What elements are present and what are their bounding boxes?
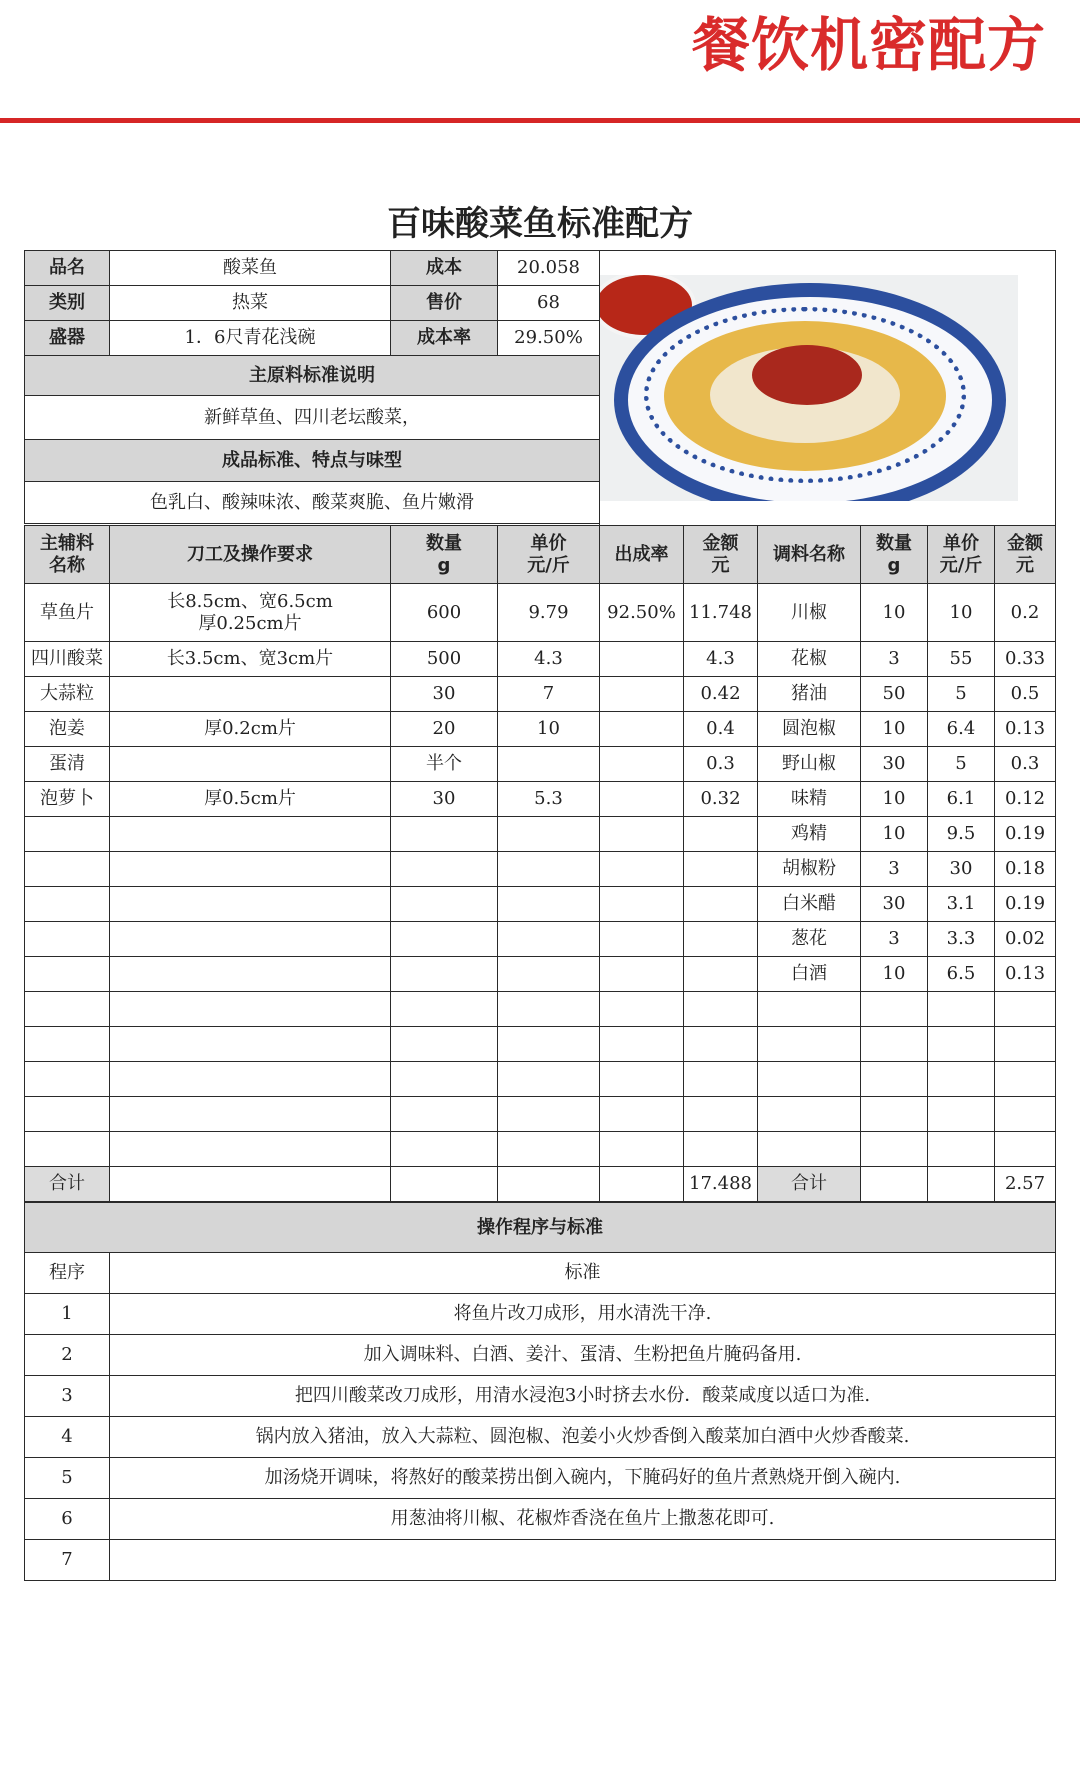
seasoning-name: 圆泡椒 [758, 712, 861, 747]
seasoning-qty [861, 1062, 928, 1097]
ingredient-amount [684, 817, 758, 852]
seasoning-unit-price [928, 1132, 995, 1167]
ingredient-unit-price [498, 922, 600, 957]
knife-spec [110, 1062, 391, 1097]
ingredient-qty: 半个 [391, 747, 498, 782]
seasoning-name [758, 992, 861, 1027]
procedure-step-number: 7 [25, 1540, 110, 1581]
ingredient-unit-price: 7 [498, 677, 600, 712]
knife-spec [110, 887, 391, 922]
dish-photo [600, 275, 1018, 501]
ingredient-name: 泡姜 [25, 712, 110, 747]
recipe-table [24, 250, 1056, 1202]
name-label: 品名 [25, 251, 110, 286]
ingredient-row [25, 584, 1056, 642]
ingredient-amount: 0.42 [684, 677, 758, 712]
ingredient-unit-price [498, 957, 600, 992]
seasoning-name: 胡椒粉 [758, 852, 861, 887]
seasoning-name: 味精 [758, 782, 861, 817]
ingredient-row [25, 782, 1056, 817]
ingredient-unit-price: 5.3 [498, 782, 600, 817]
ingredient-yield [600, 712, 684, 747]
ingredient-yield: 92.50% [600, 584, 684, 642]
ingredient-name [25, 817, 110, 852]
col-knife: 刀工及操作要求 [110, 526, 391, 584]
procedure-step-row [25, 1294, 1056, 1335]
ingredient-row [25, 887, 1056, 922]
procedure-step-row [25, 1376, 1056, 1417]
procedure-step-number: 2 [25, 1335, 110, 1376]
procedure-col-header-row [25, 1253, 1056, 1294]
ingredient-name [25, 957, 110, 992]
brand-logo-text: 餐饮机密配方 [691, 11, 1046, 79]
ingredient-unit-price [498, 852, 600, 887]
cost-rate-label: 成本率 [391, 321, 498, 356]
col-ingredient: 主辅料 名称 [25, 526, 110, 584]
ingredient-yield [600, 922, 684, 957]
seasoning-qty: 3 [861, 852, 928, 887]
ingredient-yield [600, 1097, 684, 1132]
ingredient-amount [684, 1132, 758, 1167]
ingredient-yield [600, 1062, 684, 1097]
procedure-step-text: 用葱油将川椒、花椒炸香浇在鱼片上撒葱花即可. [110, 1499, 1056, 1540]
procedure-step-row [25, 1499, 1056, 1540]
knife-spec [110, 957, 391, 992]
seasoning-amount: 0.19 [995, 817, 1056, 852]
ingredient-row [25, 1097, 1056, 1132]
cost-label: 成本 [391, 251, 498, 286]
procedure-step-number: 6 [25, 1499, 110, 1540]
ingredient-amount: 0.3 [684, 747, 758, 782]
ingredient-amount [684, 992, 758, 1027]
seasoning-amount: 0.12 [995, 782, 1056, 817]
procedure-step-row [25, 1458, 1056, 1499]
finished-heading: 成品标准、特点与味型 [25, 440, 600, 482]
col-unit-price: 单价 元/斤 [498, 526, 600, 584]
seasoning-qty [861, 1132, 928, 1167]
procedure-heading-row [25, 1203, 1056, 1253]
ingredient-name: 四川酸菜 [25, 642, 110, 677]
ingredient-yield [600, 1027, 684, 1062]
col-seasoning-qty: 数量 g [861, 526, 928, 584]
ingredient-name [25, 1062, 110, 1097]
seasoning-unit-price [928, 992, 995, 1027]
seasoning-qty [861, 992, 928, 1027]
seasoning-unit-price: 9.5 [928, 817, 995, 852]
ingredient-name: 大蒜粒 [25, 677, 110, 712]
seasoning-unit-price: 6.4 [928, 712, 995, 747]
knife-spec [110, 1097, 391, 1132]
procedure-step-number: 3 [25, 1376, 110, 1417]
price-label: 售价 [391, 286, 498, 321]
procedure-step-text: 锅内放入猪油，放入大蒜粒、圆泡椒、泡姜小火炒香倒入酸菜加白酒中火炒香酸菜. [110, 1417, 1056, 1458]
ingredient-qty [391, 1132, 498, 1167]
ingredient-yield [600, 992, 684, 1027]
knife-spec-line: 厚0.5cm片 [204, 788, 296, 809]
procedure-step-number: 5 [25, 1458, 110, 1499]
knife-spec [110, 782, 391, 817]
ingredient-yield [600, 817, 684, 852]
ingredient-amount: 0.4 [684, 712, 758, 747]
ingredient-amount [684, 957, 758, 992]
knife-spec [110, 712, 391, 747]
ingredient-row [25, 1132, 1056, 1167]
seasoning-amount: 0.13 [995, 712, 1056, 747]
knife-spec-line: 厚0.25cm片 [198, 612, 302, 634]
seasoning-name: 葱花 [758, 922, 861, 957]
procedure-heading: 操作程序与标准 [25, 1203, 1056, 1253]
knife-spec [110, 747, 391, 782]
procedure-col-step: 程序 [25, 1253, 110, 1294]
seasoning-amount: 0.19 [995, 887, 1056, 922]
knife-spec [110, 677, 391, 712]
header-divider [0, 118, 1080, 123]
ingredient-yield [600, 782, 684, 817]
ingredient-qty [391, 817, 498, 852]
seasoning-qty: 10 [861, 817, 928, 852]
knife-spec [110, 922, 391, 957]
seasoning-name: 川椒 [758, 584, 861, 642]
seasoning-name [758, 1062, 861, 1097]
seasoning-unit-price: 55 [928, 642, 995, 677]
ingredient-yield [600, 887, 684, 922]
ingredient-qty [391, 922, 498, 957]
ingredient-unit-price [498, 817, 600, 852]
ingredient-qty [391, 1062, 498, 1097]
dish-photo-cell [600, 251, 1056, 526]
ingredient-unit-price [498, 1027, 600, 1062]
ingredient-name [25, 887, 110, 922]
ingredient-qty: 30 [391, 782, 498, 817]
seasoning-name: 鸡精 [758, 817, 861, 852]
seasoning-qty: 50 [861, 677, 928, 712]
ingredient-row [25, 992, 1056, 1027]
seasoning-amount: 0.18 [995, 852, 1056, 887]
ingredient-yield [600, 642, 684, 677]
recipe-sheet [24, 250, 1056, 1581]
seasoning-qty [861, 1097, 928, 1132]
ingredient-row [25, 1062, 1056, 1097]
totals-row [25, 1167, 1056, 1202]
ingredients-header-row [25, 526, 1056, 584]
ingredient-qty: 600 [391, 584, 498, 642]
category-label: 类别 [25, 286, 110, 321]
knife-spec [110, 642, 391, 677]
ingredient-amount: 11.748 [684, 584, 758, 642]
ingredient-amount: 0.32 [684, 782, 758, 817]
seasoning-amount [995, 992, 1056, 1027]
seasoning-name: 花椒 [758, 642, 861, 677]
ingredient-unit-price: 4.3 [498, 642, 600, 677]
seasoning-amount [995, 1097, 1056, 1132]
seasoning-amount: 0.33 [995, 642, 1056, 677]
finished-text: 色乳白、酸辣味浓、酸菜爽脆、鱼片嫩滑 [25, 482, 600, 524]
ingredient-amount [684, 887, 758, 922]
ingredient-name: 草鱼片 [25, 584, 110, 642]
ingredient-name [25, 1097, 110, 1132]
ingredient-amount [684, 1027, 758, 1062]
col-seasoning-unit-price: 单价 元/斤 [928, 526, 995, 584]
ingredient-row [25, 817, 1056, 852]
ingredient-unit-price: 10 [498, 712, 600, 747]
ingredient-row [25, 957, 1056, 992]
procedure-step-number: 1 [25, 1294, 110, 1335]
knife-spec-line: 长8.5cm、宽6.5cm [167, 590, 333, 612]
page-title: 百味酸菜鱼标准配方 [387, 204, 693, 244]
ingredient-qty [391, 1027, 498, 1062]
ingredient-unit-price [498, 1062, 600, 1097]
procedure-step-text: 加入调味料、白酒、姜汁、蛋清、生粉把鱼片腌码备用. [110, 1335, 1056, 1376]
ingredient-yield [600, 677, 684, 712]
procedure-step-text: 加汤烧开调味，将熬好的酸菜捞出倒入碗内，下腌码好的鱼片煮熟烧开倒入碗内. [110, 1458, 1056, 1499]
procedure-step-text: 把四川酸菜改刀成形，用清水浸泡3小时挤去水份．酸菜咸度以适口为准. [110, 1376, 1056, 1417]
ingredient-unit-price [498, 1097, 600, 1132]
ingredient-row [25, 922, 1056, 957]
ingredient-row [25, 1027, 1056, 1062]
ingredient-qty: 500 [391, 642, 498, 677]
ingredient-unit-price: 9.79 [498, 584, 600, 642]
ingredient-row [25, 712, 1056, 747]
knife-spec [110, 584, 391, 642]
seasoning-unit-price [928, 1027, 995, 1062]
knife-spec [110, 992, 391, 1027]
vessel-value: 1．6尺青花浅碗 [110, 321, 391, 356]
ingredient-rows [25, 584, 1056, 1167]
seasoning-unit-price: 6.5 [928, 957, 995, 992]
seasoning-qty: 3 [861, 642, 928, 677]
category-value: 热菜 [110, 286, 391, 321]
seasoning-unit-price: 6.1 [928, 782, 995, 817]
ingredient-qty [391, 1097, 498, 1132]
ingredient-yield [600, 957, 684, 992]
procedure-table [24, 1202, 1056, 1581]
procedure-step-row [25, 1417, 1056, 1458]
ingredient-name: 泡萝卜 [25, 782, 110, 817]
seasoning-qty: 10 [861, 782, 928, 817]
seasoning-qty: 10 [861, 712, 928, 747]
knife-spec-line: 长3.5cm、宽3cm片 [166, 648, 334, 669]
ingredient-yield [600, 852, 684, 887]
seasoning-name: 猪油 [758, 677, 861, 712]
seasoning-name [758, 1132, 861, 1167]
total-label: 合计 [25, 1167, 110, 1202]
main-ingredients-heading: 主原料标准说明 [25, 356, 600, 396]
ingredient-name [25, 922, 110, 957]
ingredient-name [25, 1027, 110, 1062]
ingredient-qty [391, 887, 498, 922]
seasoning-name [758, 1097, 861, 1132]
ingredient-amount [684, 922, 758, 957]
seasoning-amount [995, 1132, 1056, 1167]
seasoning-unit-price: 5 [928, 677, 995, 712]
procedure-col-standard: 标准 [110, 1253, 1056, 1294]
seasoning-unit-price: 5 [928, 747, 995, 782]
seasoning-name: 白酒 [758, 957, 861, 992]
ingredient-yield [600, 747, 684, 782]
ingredient-unit-price [498, 1132, 600, 1167]
total-amount: 17.488 [684, 1167, 758, 1202]
procedure-step-text: 将鱼片改刀成形，用水清洗干净. [110, 1294, 1056, 1335]
procedure-step-row [25, 1540, 1056, 1581]
seasoning-name [758, 1027, 861, 1062]
seasoning-qty: 30 [861, 887, 928, 922]
ingredient-amount [684, 1097, 758, 1132]
col-yield: 出成率 [600, 526, 684, 584]
seasoning-qty: 3 [861, 922, 928, 957]
ingredient-amount [684, 1062, 758, 1097]
knife-spec [110, 817, 391, 852]
ingredient-amount [684, 852, 758, 887]
ingredient-yield [600, 1132, 684, 1167]
ingredient-name [25, 852, 110, 887]
ingredient-unit-price [498, 747, 600, 782]
dish-name: 酸菜鱼 [110, 251, 391, 286]
cost-rate-value: 29.50% [498, 321, 600, 356]
seasoning-amount: 0.02 [995, 922, 1056, 957]
col-amount: 金额 元 [684, 526, 758, 584]
seasoning-name: 野山椒 [758, 747, 861, 782]
seasoning-amount: 0.3 [995, 747, 1056, 782]
ingredient-row [25, 677, 1056, 712]
ingredient-qty: 30 [391, 677, 498, 712]
ingredient-row [25, 747, 1056, 782]
seasoning-amount: 0.13 [995, 957, 1056, 992]
seasoning-total-label: 合计 [758, 1167, 861, 1202]
seasoning-qty [861, 1027, 928, 1062]
seasoning-unit-price [928, 1062, 995, 1097]
seasoning-qty: 10 [861, 584, 928, 642]
ingredient-qty [391, 992, 498, 1027]
knife-spec [110, 1132, 391, 1167]
price-value: 68 [498, 286, 600, 321]
vessel-label: 盛器 [25, 321, 110, 356]
col-seasoning-amount: 金额 元 [995, 526, 1056, 584]
ingredient-name [25, 1132, 110, 1167]
cost-value: 20.058 [498, 251, 600, 286]
col-seasoning: 调料名称 [758, 526, 861, 584]
seasoning-amount: 0.5 [995, 677, 1056, 712]
ingredient-name: 蛋清 [25, 747, 110, 782]
seasoning-unit-price: 3.1 [928, 887, 995, 922]
procedure-step-number: 4 [25, 1417, 110, 1458]
procedure-step-row [25, 1335, 1056, 1376]
ingredient-qty: 20 [391, 712, 498, 747]
seasoning-qty: 10 [861, 957, 928, 992]
ingredient-name [25, 992, 110, 1027]
ingredient-unit-price [498, 992, 600, 1027]
seasoning-unit-price [928, 1097, 995, 1132]
ingredient-qty [391, 852, 498, 887]
main-ingredients-text: 新鲜草鱼、四川老坛酸菜， [25, 396, 600, 440]
seasoning-unit-price: 3.3 [928, 922, 995, 957]
ingredient-qty [391, 957, 498, 992]
ingredient-row [25, 642, 1056, 677]
ingredient-amount: 4.3 [684, 642, 758, 677]
knife-spec [110, 1027, 391, 1062]
seasoning-amount [995, 1027, 1056, 1062]
seasoning-amount: 0.2 [995, 584, 1056, 642]
seasoning-amount [995, 1062, 1056, 1097]
procedure-step-text [110, 1540, 1056, 1581]
ingredient-row [25, 852, 1056, 887]
knife-spec-line: 厚0.2cm片 [204, 718, 296, 739]
knife-spec [110, 852, 391, 887]
col-qty: 数量 g [391, 526, 498, 584]
ingredient-unit-price [498, 887, 600, 922]
seasoning-unit-price: 10 [928, 584, 995, 642]
seasoning-unit-price: 30 [928, 852, 995, 887]
seasoning-total-amount: 2.57 [995, 1167, 1056, 1202]
info-row-name [25, 251, 1056, 286]
seasoning-name: 白米醋 [758, 887, 861, 922]
seasoning-qty: 30 [861, 747, 928, 782]
